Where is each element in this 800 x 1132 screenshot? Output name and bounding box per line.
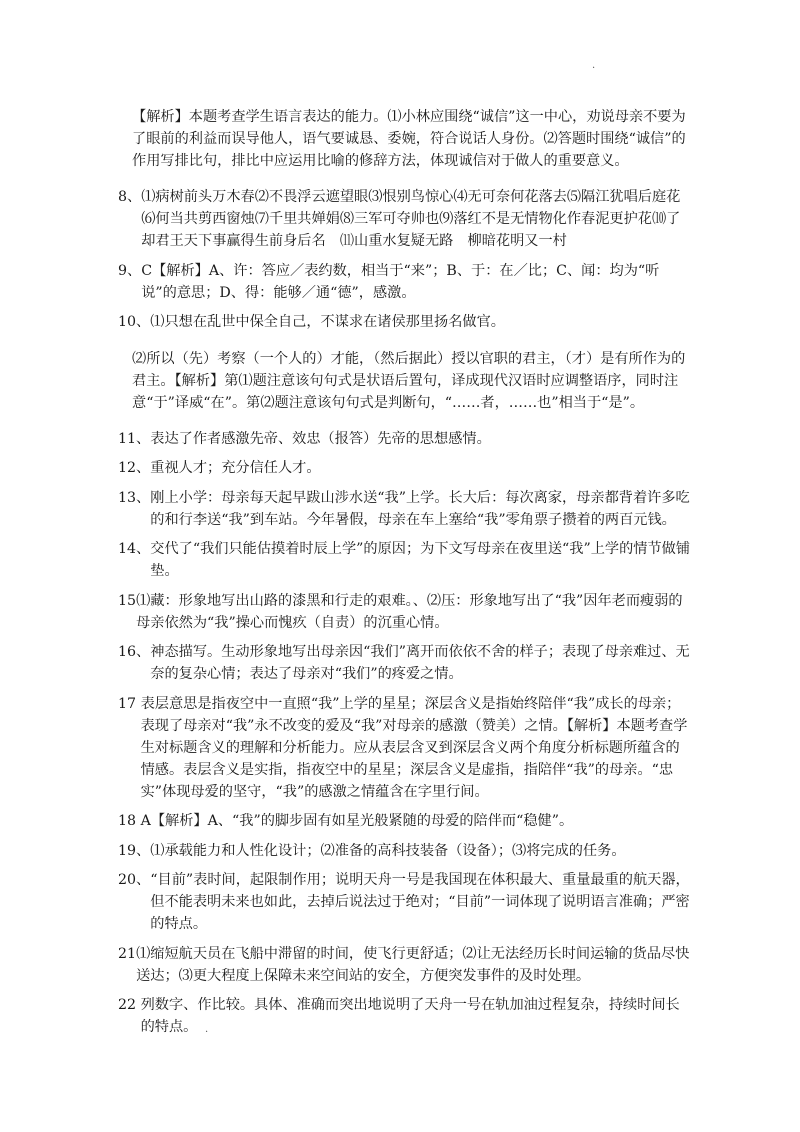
answer-text: 重视人才；充分信任人才。 [150,460,321,477]
answer-10-part-2 [118,348,690,414]
answer-text: C【解析】A、许：答应／表约数，相当于“来”；B、于：在／比；C、闻：均为“听说”的意思；D、得：能够／通“德”，感激。 [141,262,660,301]
answer-item [118,487,690,531]
answer-item [118,590,690,634]
answer-text: 列数字、作比较。具体、准确而突出地说明了天舟一号在轨加油过程复杂，持续时间长的特点。 [140,997,680,1036]
answer-text: ⑴承载能力和人性化设计；⑵准备的高科技装备（设备）；⑶将完成的任务。 [150,842,626,859]
answer-number: 15 [118,592,137,609]
answer-number: 16、 [118,644,151,661]
answer-number: 17 [118,695,141,712]
answer-text: 交代了“我们只能估摸着时辰上学”的原因；为下文写母亲在夜里送“我”上学的情节做铺垫。 [150,541,691,580]
answer-text: ⑴只想在乱世中保全自己，不谋求在诸侯那里扬名做官。 [150,314,505,331]
answer-text: ⑴藏：形象地写出山路的漆黑和行走的艰难。、⑵压：形象地写出了“我”因年老而瘦弱的母亲依然为“我”操心而愧疚（自责）的沉重心情。 [136,592,683,631]
answer-number: 20、 [118,872,151,889]
answer-text: ⑴病树前头万木春⑵不畏浮云遮望眼⑶恨别鸟惊心⑷无可奈何花落去⑸隔江犹唱后庭花⑹何当共剪西窗烛⑺千里共婵娟⑻三军可夺帅也⑼落红不是无情物化作春泥更护花⑽了却君王天下事赢得生前身后名 ⑾山重水复疑无路 柳暗花明又一村 [141,189,681,250]
answer-item [118,457,690,479]
intro-analysis [118,106,690,172]
answer-text: A【解析】A、“我”的脚步固有如星光般紧随的母爱的陪伴而“稳健”。 [140,813,574,830]
answer-item [118,538,690,582]
answer-item [118,994,690,1038]
answer-item [118,810,690,832]
answer-text: ⑵所以（先）考察（一个人的）才能，（然后据此）授以官职的君主，（才）是有所作为的君主。【解析】第⑴题注意该句句式是状语后置句，译成现代汉语时应调整语序，同时注意“于”译威“在”。第⑵题注意该句句式是判断句，“……者，……也”相当于“是”。 [132,350,686,411]
answer-number: 18 [118,813,141,830]
answer-text: ⑴缩短航天员在飞船中滞留的时间，使飞行更舒适；⑵让无法经历长时间运输的货品尽快送达；⑶更大程度上保障未来空间站的安全，方便突发事件的及时处理。 [136,945,690,984]
answer-number: 8、 [118,189,142,206]
answer-number: 10、 [118,314,151,331]
intro-analysis-text: 【解析】本题考查学生语言表达的能力。⑴小林应围绕“诚信”这一中心，劝说母亲不要为了眼前的利益而误导他人，语气要诚恳、委婉，符合说话人身份。⑵答题时围绕“诚信”的作用写排比句，排比中应运用比喻的修辞方法，体现诚信对于做人的重要意义。 [132,109,686,170]
answer-number: 19、 [118,842,151,859]
answer-text: 表达了作者感激先帝、效忠（报答）先帝的思想感情。 [150,430,491,447]
answer-item [118,693,690,803]
answer-item [118,428,690,450]
answer-number: 9、 [118,262,142,279]
answer-number: 13、 [118,489,151,506]
header-mark: . [592,60,596,71]
answer-item [118,641,690,685]
answer-number: 22 [118,997,141,1014]
answer-text: 神态描写。生动形象地写出母亲因“我们”离开而依依不舍的样子；表现了母亲难过、无奈的复杂心情；表达了母亲对“我们”的疼爱之情。 [150,644,690,683]
answer-item [118,840,690,862]
answer-text: “目前”表时间，起限制作用；说明天舟一号是我国现在体积最大、重量最重的航天器，但不能表明未来也如此，去掉后说法过于绝对；“目前”一词体现了说明语言准确；严密的特点。 [150,872,690,933]
footer-mark: . [205,1024,209,1035]
answer-item [118,943,690,987]
answer-number: 12、 [118,460,151,477]
answer-text: 刚上小学：母亲每天起早跋山涉水送“我”上学。长大后：每次离家，母亲都背着许多吃的和行李送“我”到车站。今年暑假，母亲在车上塞给“我”零角票子攒着的两百元钱。 [150,489,690,528]
answer-item [118,186,690,252]
answer-text: 表层意思是指夜空中一直照“我”上学的星星；深层含义是指始终陪伴“我”成长的母亲；表现了母亲对“我”永不改变的爱及“我”对母亲的感激（赞美）之情。【解析】本题考查学生对标题含义的理解和分析能力。应从表层含叉到深层含义两个角度分析标题所蕴含的情感。表层含义是实指，指夜空中的星星；深层含义是虚指，指陪伴“我”的母亲。“忠实”体现母爱的坚守，“我”的感激之情蕴含在字里行间。 [140,695,688,800]
answer-number: 14、 [118,541,151,558]
answer-number: 11、 [118,430,151,447]
answer-number: 21 [118,945,137,962]
answer-item [118,311,690,333]
answer-item [118,260,690,304]
answer-item [118,869,690,935]
answer-page [118,92,690,1046]
